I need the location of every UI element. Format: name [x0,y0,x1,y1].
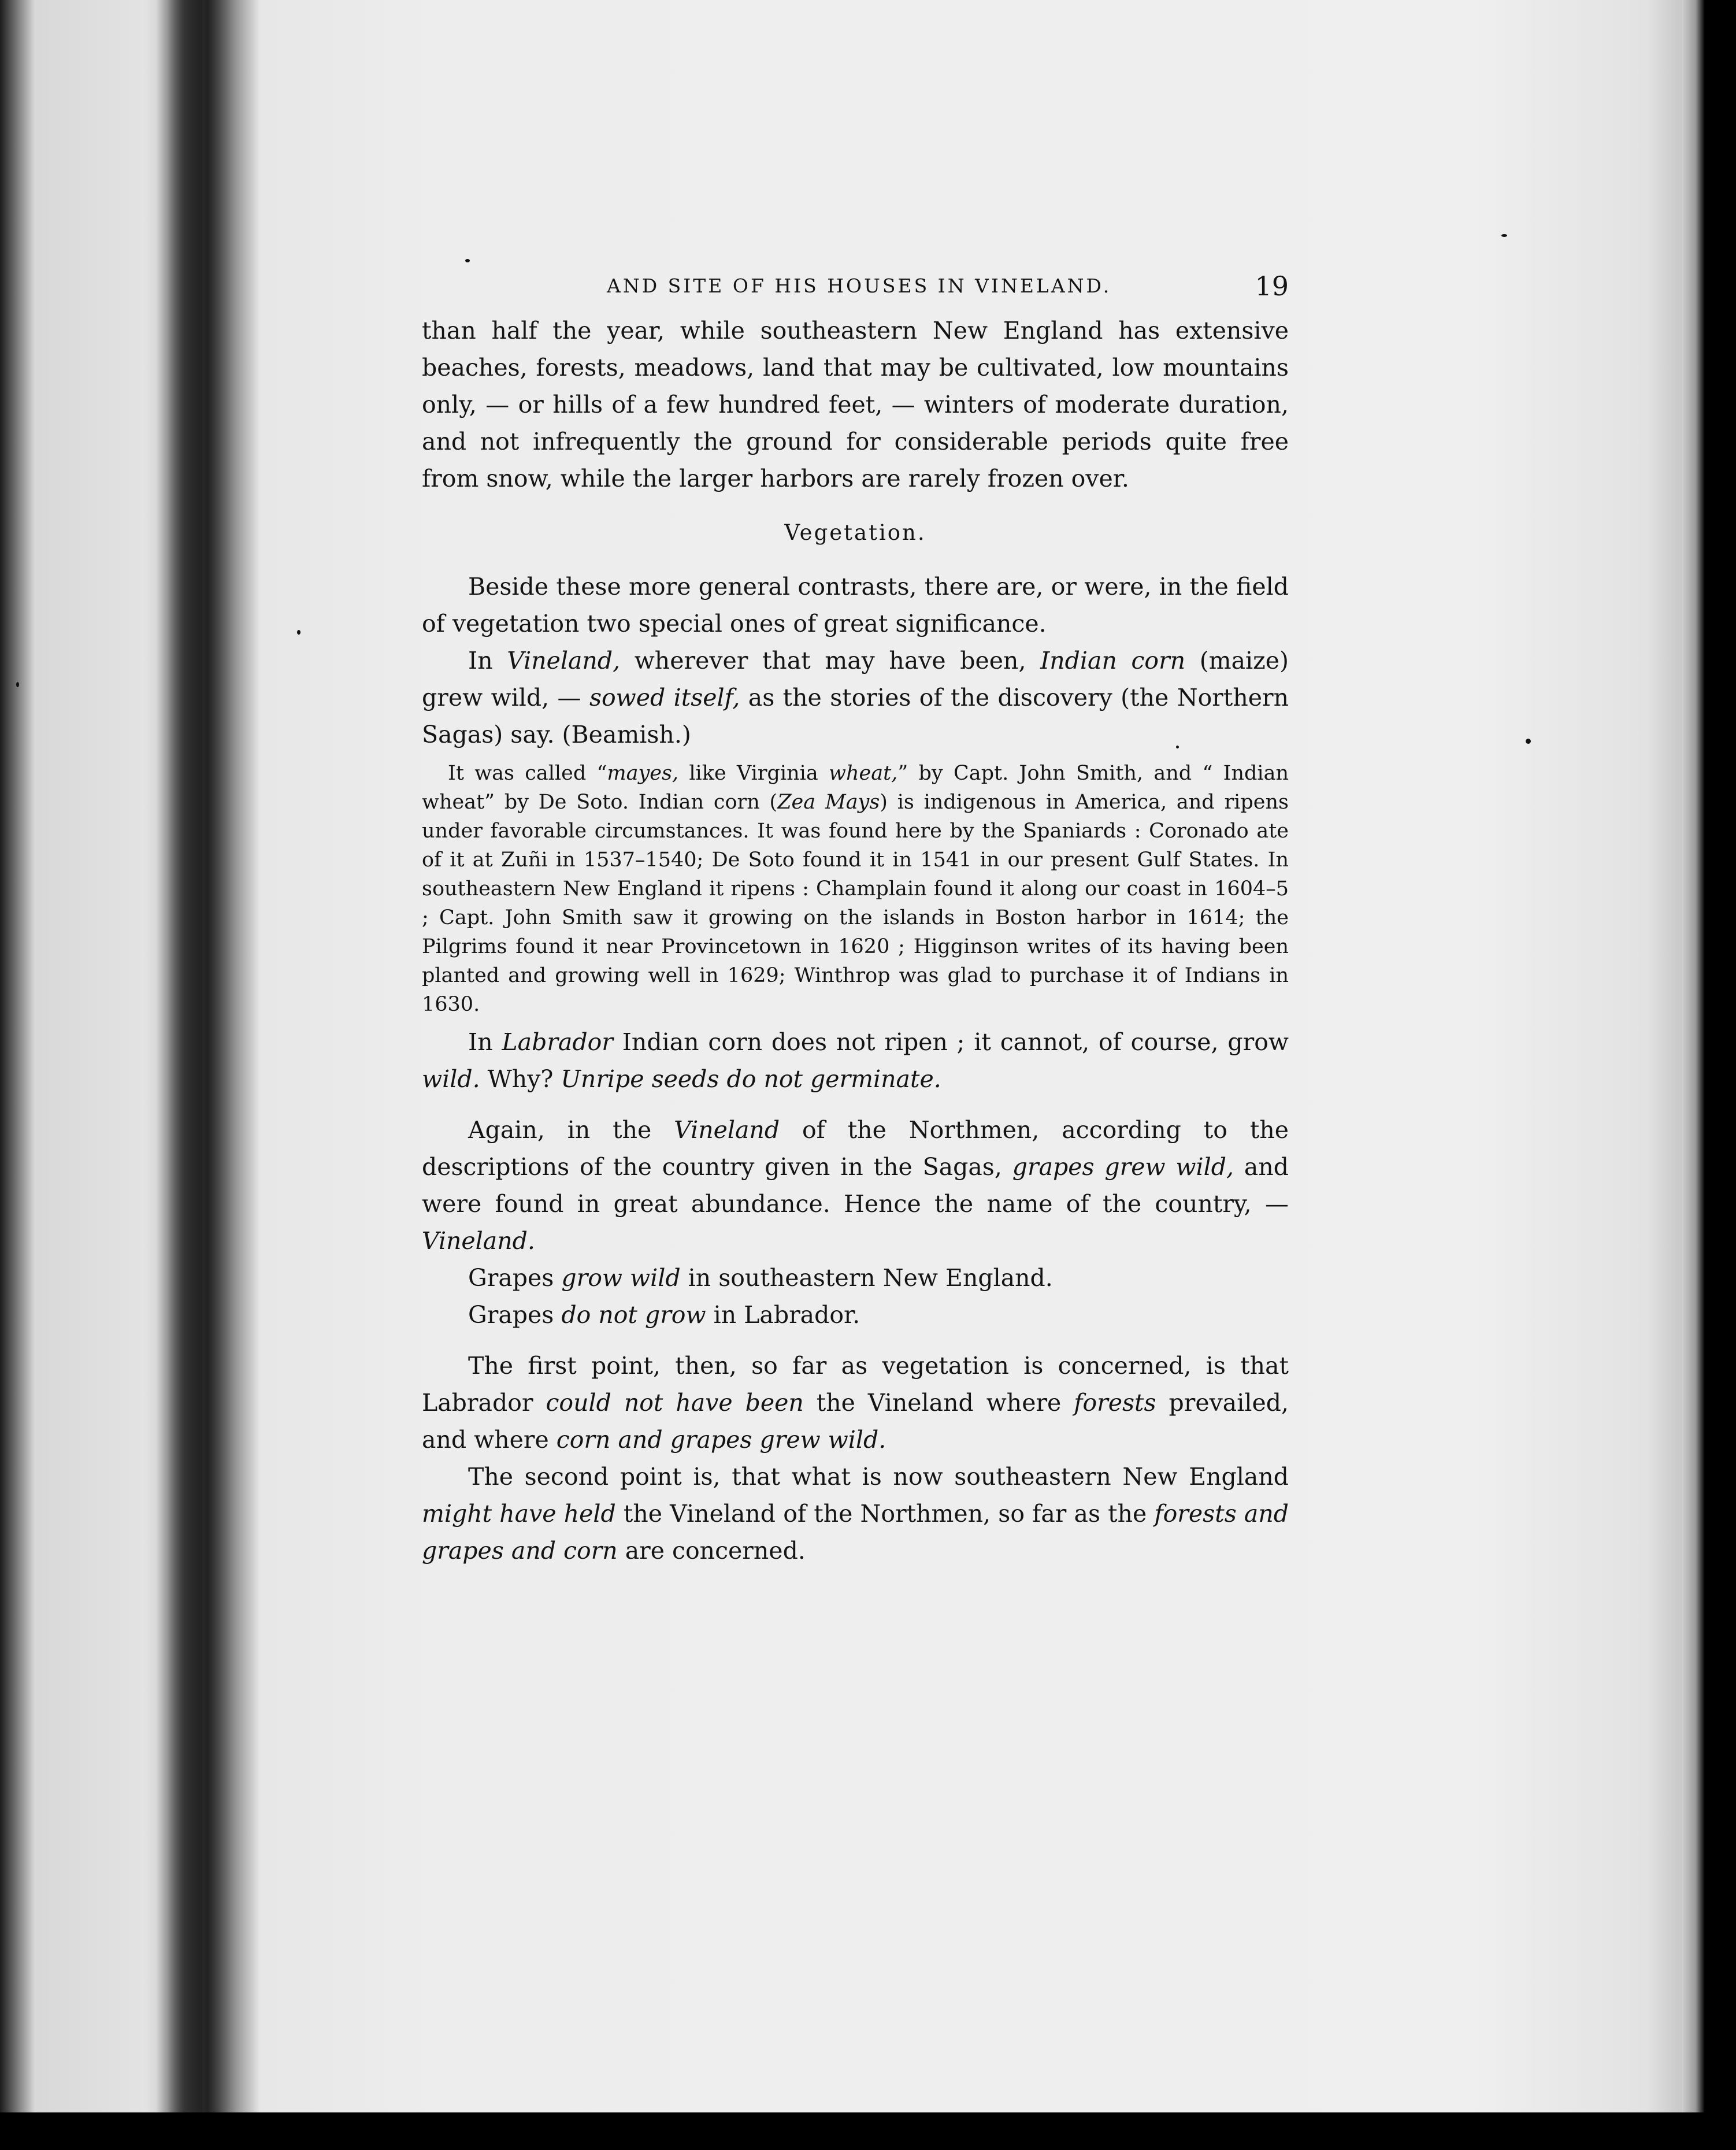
scan-border [0,2112,1736,2150]
paragraph-5: Grapes grow wild in southeastern New England. [468,1264,1053,1292]
paragraph-1: Beside these more general contrasts, there are, or were, in the field of vegetation two special ones of great significance. [422,573,1289,637]
running-head [422,272,1289,312]
paragraph-3: In Labrador Indian corn does not ripen ; it cannot, of course, grow wild. Why? Unripe seeds do not germinate. [422,1028,1289,1093]
running-head-title: AND SITE OF HIS HOUSES IN VINELAND. [607,275,1112,297]
paragraph-4: Again, in the Vineland of the Northmen, according to the descriptions of the country given in the Sagas, grapes grew wild, and were found in great abundance. Hence the name of the country, —Vineland. [422,1116,1289,1255]
paragraph-2: In Vineland, wherever that may have been, Indian corn (maize) grew wild, — sowed itself, as the stories of the discovery (the Northern Sagas) say. (Beamish.) [422,647,1289,748]
paragraph-6: Grapes do not grow in Labrador. [468,1301,860,1329]
page-number: 19 [1255,270,1289,302]
paragraph-7: The first point, then, so far as vegetation is concerned, is that Labrador could not have been the Vineland where forests prevailed, and where corn and grapes grew wild. [422,1352,1289,1454]
binding-gutter-shadow [156,0,260,2115]
paragraph-8: The second point is, that what is now southeastern New England might have held the Vineland of the Northmen, so far as the forests and grapes and corn are concerned. [422,1463,1289,1565]
footnote-paragraph: It was called “mayes, like Virginia wheat,” by Capt. John Smith, and “ Indian wheat” by De Soto. Indian corn (Zea Mays) is indigenous in America, and ripens under favorable circumstances. It was found here by the Spaniards : Coronado ate of it at Zuñi in 1537–1540; De Soto found it in 1541 in our present Gulf States. In southeastern New England it ripens : Champlain found it along our coast in 1604–5 ; Capt. John Smith saw it growing on the islands in Boston harbor in 1614; the Pilgrims found it near Provincetown in 1620 ; Higginson writes of its having been planted and growing well in 1629; Winthrop was glad to purchase it of Indians in 1630. [422,762,1289,1016]
page-stack-edge [1682,0,1705,2138]
section-heading: Vegetation. [784,520,926,545]
text-block [422,272,1289,1569]
paragraph-intro: than half the year, while southeastern New England has extensive beaches, forests, meadows, land that may be cultivated, low mountains only, — or hills of a few hundred feet, — winters of moderate duration, and not infrequently the ground for considerable periods quite free from snow, while the larger harbors are rarely frozen over. [422,317,1289,492]
